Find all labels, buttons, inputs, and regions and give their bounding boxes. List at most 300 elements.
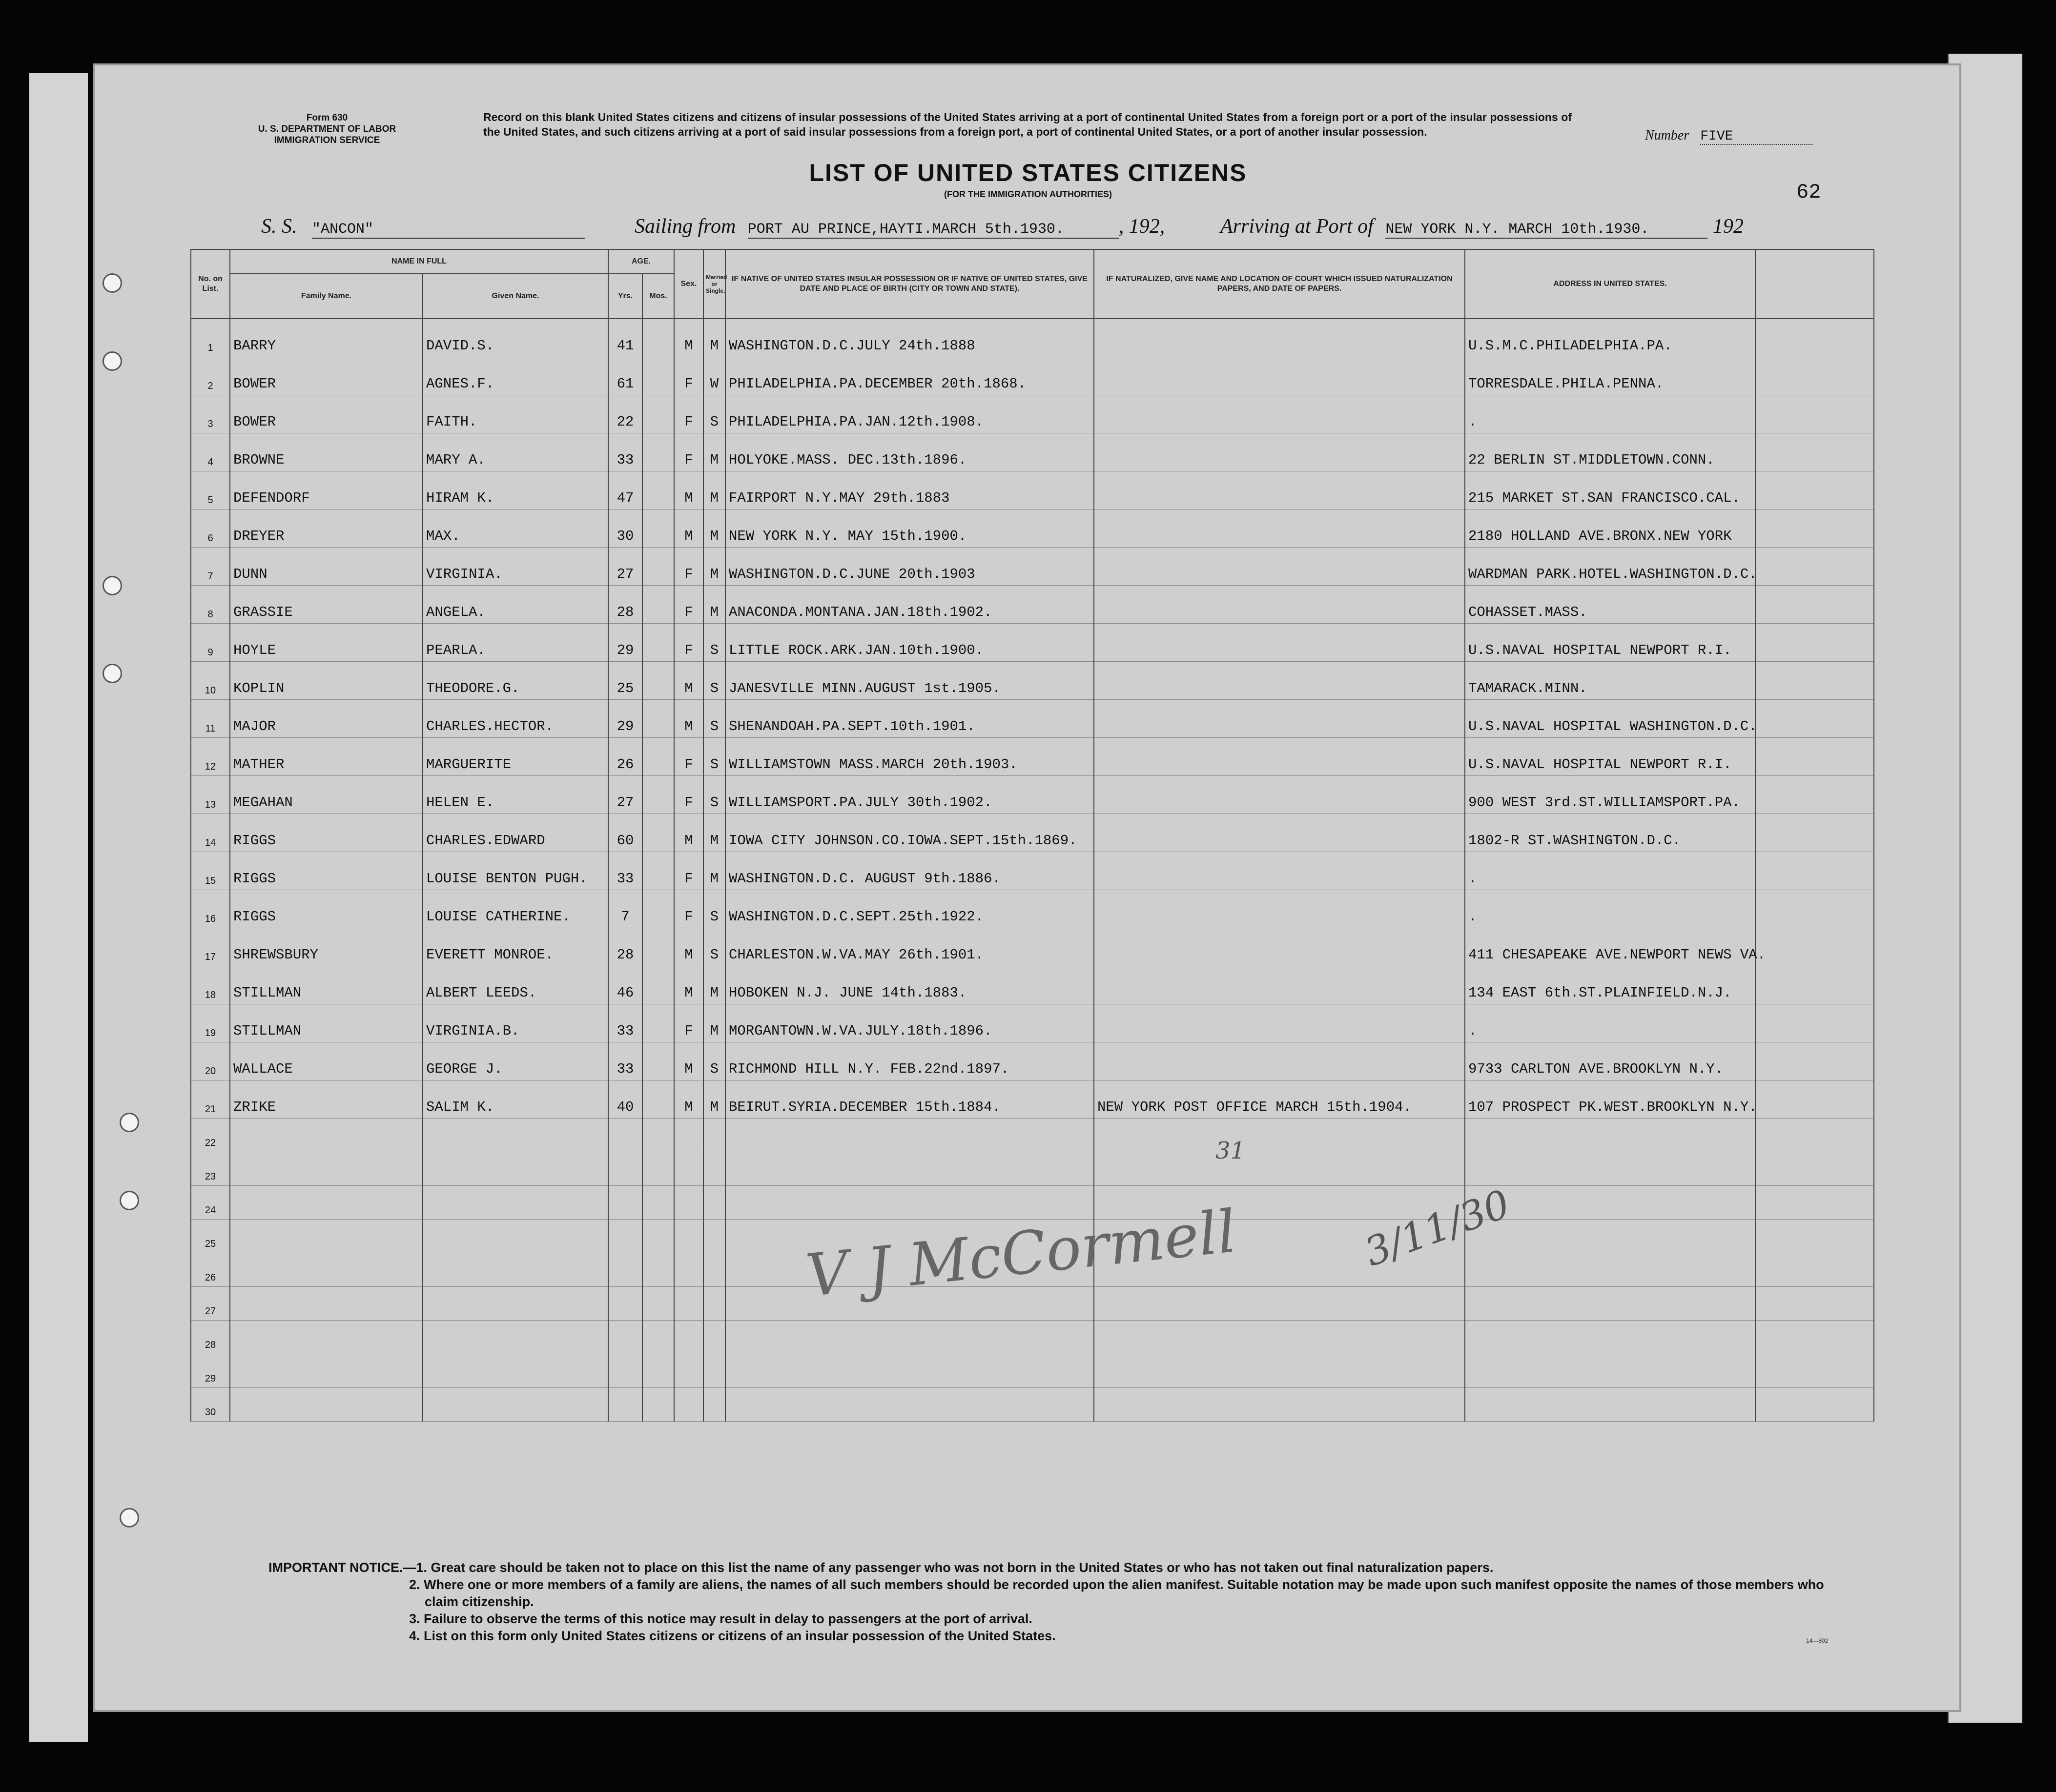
form-number: Form 630 — [306, 113, 348, 123]
age-months — [642, 357, 674, 395]
arriving-year-prefix: 192 — [1712, 215, 1744, 238]
empty-cell — [1755, 1253, 1874, 1287]
empty-cell — [674, 1287, 703, 1321]
family-name: ZRIKE — [230, 1080, 423, 1119]
empty-cell — [1755, 1354, 1874, 1388]
table-row — [191, 357, 1874, 395]
birth-place-date: JANESVILLE MINN.AUGUST 1st.1905. — [725, 662, 1094, 700]
naturalization — [1094, 586, 1465, 624]
marital-status: S — [703, 662, 725, 700]
family-name: SHREWSBURY — [230, 928, 423, 966]
age-months — [642, 852, 674, 890]
blank-cell — [1755, 1042, 1874, 1080]
family-name: MEGAHAN — [230, 776, 423, 814]
age-months — [642, 471, 674, 509]
us-address: 411 CHESAPEAKE AVE.NEWPORT NEWS VA. — [1465, 928, 1755, 966]
table-row — [191, 395, 1874, 433]
row-number: 21 — [191, 1080, 230, 1119]
marital-status: S — [703, 395, 725, 433]
sex: M — [674, 814, 703, 852]
birth-place-date: MORGANTOWN.W.VA.JULY.18th.1896. — [725, 1004, 1094, 1042]
col-header-blank — [1755, 249, 1874, 319]
row-number: 17 — [191, 928, 230, 966]
us-address: U.S.NAVAL HOSPITAL NEWPORT R.I. — [1465, 738, 1755, 776]
empty-cell — [1755, 1220, 1874, 1253]
age-years: 33 — [608, 1004, 642, 1042]
row-number: 3 — [191, 395, 230, 433]
family-name: KOPLIN — [230, 662, 423, 700]
given-name: DAVID.S. — [423, 319, 608, 357]
sex: F — [674, 738, 703, 776]
empty-cell — [230, 1388, 423, 1422]
table-row — [191, 1004, 1874, 1042]
table-row — [191, 319, 1874, 357]
empty-cell — [703, 1220, 725, 1253]
marital-status: S — [703, 776, 725, 814]
empty-cell — [230, 1119, 423, 1152]
empty-cell — [1465, 1321, 1755, 1354]
col-header-sex: Sex. — [674, 249, 703, 319]
empty-cell — [674, 1220, 703, 1253]
family-name: WALLACE — [230, 1042, 423, 1080]
blank-cell — [1755, 738, 1874, 776]
sailing-year-prefix: 192 — [1129, 215, 1160, 238]
blank-cell — [1755, 319, 1874, 357]
empty-cell — [642, 1152, 674, 1186]
col-header-mos: Mos. — [642, 274, 674, 319]
birth-place-date: HOBOKEN N.J. JUNE 14th.1883. — [725, 966, 1094, 1004]
given-name: CHARLES.HECTOR. — [423, 700, 608, 738]
marital-status: M — [703, 586, 725, 624]
given-name: THEODORE.G. — [423, 662, 608, 700]
empty-cell — [608, 1152, 642, 1186]
birth-place-date: WASHINGTON.D.C.JUNE 20th.1903 — [725, 548, 1094, 586]
empty-cell — [230, 1152, 423, 1186]
us-address: U.S.M.C.PHILADELPHIA.PA. — [1465, 319, 1755, 357]
age-years: 46 — [608, 966, 642, 1004]
blank-cell — [1755, 395, 1874, 433]
table-row — [191, 700, 1874, 738]
marital-status: M — [703, 509, 725, 548]
marital-status: M — [703, 1080, 725, 1119]
blank-cell — [1755, 776, 1874, 814]
family-name: RIGGS — [230, 814, 423, 852]
empty-cell — [1094, 1354, 1465, 1388]
row-number: 20 — [191, 1042, 230, 1080]
blank-cell — [1755, 1004, 1874, 1042]
family-name: MAJOR — [230, 700, 423, 738]
sex: F — [674, 776, 703, 814]
given-name: LOUISE BENTON PUGH. — [423, 852, 608, 890]
notice-text: 2. Where one or more members of a family are aliens, the names of all such members should be recorded upon the alien manifest. Suitable notation may be made upon such manifest opposite the names of those members who claim citizenship. — [409, 1577, 1824, 1609]
table-row — [191, 624, 1874, 662]
age-years: 7 — [608, 890, 642, 928]
sex: M — [674, 662, 703, 700]
us-address: 22 BERLIN ST.MIDDLETOWN.CONN. — [1465, 433, 1755, 471]
empty-cell — [1755, 1186, 1874, 1220]
blank-cell — [1755, 509, 1874, 548]
empty-cell — [608, 1321, 642, 1354]
naturalization — [1094, 738, 1465, 776]
age-years: 27 — [608, 548, 642, 586]
empty-cell — [725, 1354, 1094, 1388]
arriving-value: NEW YORK N.Y. MARCH 10th.1930. — [1385, 221, 1707, 239]
empty-cell — [703, 1321, 725, 1354]
empty-cell — [608, 1287, 642, 1321]
naturalization — [1094, 509, 1465, 548]
marital-status: M — [703, 433, 725, 471]
age-years: 29 — [608, 700, 642, 738]
age-months — [642, 662, 674, 700]
given-name: GEORGE J. — [423, 1042, 608, 1080]
us-address: 1802-R ST.WASHINGTON.D.C. — [1465, 814, 1755, 852]
age-months — [642, 928, 674, 966]
us-address: TAMARACK.MINN. — [1465, 662, 1755, 700]
table-row — [191, 1080, 1874, 1119]
naturalization — [1094, 1004, 1465, 1042]
empty-cell — [703, 1186, 725, 1220]
age-months — [642, 776, 674, 814]
empty-cell — [423, 1152, 608, 1186]
table-row — [191, 1388, 1874, 1422]
list-number — [1645, 128, 1812, 145]
age-months — [642, 1042, 674, 1080]
binder-hole — [103, 351, 122, 371]
binder-hole — [103, 273, 122, 293]
row-number: 7 — [191, 548, 230, 586]
row-number: 18 — [191, 966, 230, 1004]
table-row — [191, 1186, 1874, 1220]
sex: F — [674, 395, 703, 433]
row-number: 29 — [191, 1354, 230, 1388]
marital-status: M — [703, 548, 725, 586]
family-name: RIGGS — [230, 852, 423, 890]
age-months — [642, 395, 674, 433]
us-address: . — [1465, 890, 1755, 928]
notice-item — [268, 1628, 1840, 1645]
notice-text: 4. List on this form only United States citizens or citizens of an insular possession of the United States. — [409, 1629, 1056, 1643]
naturalization — [1094, 471, 1465, 509]
row-number: 2 — [191, 357, 230, 395]
age-years: 27 — [608, 776, 642, 814]
empty-cell — [674, 1321, 703, 1354]
age-years: 60 — [608, 814, 642, 852]
naturalization — [1094, 700, 1465, 738]
row-number: 16 — [191, 890, 230, 928]
arriving-label: Arriving at Port of — [1220, 215, 1374, 238]
given-name: SALIM K. — [423, 1080, 608, 1119]
row-number: 24 — [191, 1186, 230, 1220]
binder-hole — [103, 664, 122, 683]
empty-cell — [725, 1119, 1094, 1152]
age-years: 30 — [608, 509, 642, 548]
table-row — [191, 1152, 1874, 1186]
col-header-yrs: Yrs. — [608, 274, 642, 319]
notice-lead: IMPORTANT NOTICE.— — [268, 1560, 416, 1575]
naturalization — [1094, 433, 1465, 471]
form-identifier — [225, 112, 430, 146]
empty-cell — [1465, 1354, 1755, 1388]
naturalization — [1094, 1042, 1465, 1080]
naturalization — [1094, 776, 1465, 814]
age-months — [642, 700, 674, 738]
marital-status: M — [703, 814, 725, 852]
row-number: 4 — [191, 433, 230, 471]
given-name: HELEN E. — [423, 776, 608, 814]
row-number: 23 — [191, 1152, 230, 1186]
given-name: ANGELA. — [423, 586, 608, 624]
empty-cell — [608, 1253, 642, 1287]
naturalization — [1094, 928, 1465, 966]
sex: F — [674, 852, 703, 890]
empty-cell — [674, 1152, 703, 1186]
us-address: . — [1465, 395, 1755, 433]
blank-cell — [1755, 1080, 1874, 1119]
sailing-from-label: Sailing from — [635, 215, 736, 238]
empty-cell — [703, 1253, 725, 1287]
service: IMMIGRATION SERVICE — [274, 135, 380, 145]
sex: M — [674, 966, 703, 1004]
sex: F — [674, 890, 703, 928]
empty-cell — [1094, 1119, 1465, 1152]
sailing-line: Sailing from PORT AU PRINCE,HAYTI.MARCH 5th.1930. , 192, — [635, 215, 1165, 238]
blank-cell — [1755, 433, 1874, 471]
family-name: DEFENDORF — [230, 471, 423, 509]
blank-cell — [1755, 548, 1874, 586]
row-number: 30 — [191, 1388, 230, 1422]
handwritten-date: 3/11/30 — [1358, 1181, 1516, 1275]
empty-cell — [608, 1220, 642, 1253]
col-header-family: Family Name. — [230, 274, 423, 319]
empty-cell — [230, 1220, 423, 1253]
marital-status: S — [703, 700, 725, 738]
empty-cell — [1465, 1119, 1755, 1152]
given-name: CHARLES.EDWARD — [423, 814, 608, 852]
us-address: U.S.NAVAL HOSPITAL WASHINGTON.D.C. — [1465, 700, 1755, 738]
empty-cell — [703, 1388, 725, 1422]
sex: M — [674, 319, 703, 357]
empty-cell — [703, 1354, 725, 1388]
age-years: 28 — [608, 586, 642, 624]
empty-cell — [642, 1220, 674, 1253]
us-address: 215 MARKET ST.SAN FRANCISCO.CAL. — [1465, 471, 1755, 509]
age-months — [642, 890, 674, 928]
row-number: 11 — [191, 700, 230, 738]
sex: M — [674, 1080, 703, 1119]
sex: M — [674, 700, 703, 738]
age-years: 33 — [608, 852, 642, 890]
notice-item — [268, 1559, 1840, 1576]
sex: M — [674, 471, 703, 509]
family-name: STILLMAN — [230, 1004, 423, 1042]
row-number: 28 — [191, 1321, 230, 1354]
age-months — [642, 319, 674, 357]
naturalization — [1094, 319, 1465, 357]
given-name: EVERETT MONROE. — [423, 928, 608, 966]
row-number: 26 — [191, 1253, 230, 1287]
row-number: 25 — [191, 1220, 230, 1253]
marital-status: S — [703, 1042, 725, 1080]
ss-label: S. S. — [261, 215, 297, 238]
birth-place-date: SHENANDOAH.PA.SEPT.10th.1901. — [725, 700, 1094, 738]
department: U. S. DEPARTMENT OF LABOR — [258, 124, 396, 134]
birth-place-date: PHILADELPHIA.PA.JAN.12th.1908. — [725, 395, 1094, 433]
important-notice — [268, 1559, 1840, 1645]
marital-status: S — [703, 738, 725, 776]
age-months — [642, 738, 674, 776]
list-number-value: FIVE — [1700, 129, 1812, 145]
table-row — [191, 776, 1874, 814]
birth-place-date: WASHINGTON.D.C.JULY 24th.1888 — [725, 319, 1094, 357]
us-address: . — [1465, 852, 1755, 890]
sex: M — [674, 509, 703, 548]
handwritten-count: 31 — [1215, 1137, 1246, 1164]
naturalization — [1094, 357, 1465, 395]
empty-cell — [1755, 1119, 1874, 1152]
table-row — [191, 662, 1874, 700]
empty-cell — [1094, 1152, 1465, 1186]
age-years: 41 — [608, 319, 642, 357]
page-title: LIST OF UNITED STATES CITIZENS — [809, 159, 1247, 186]
birth-place-date: FAIRPORT N.Y.MAY 29th.1883 — [725, 471, 1094, 509]
marital-status: S — [703, 890, 725, 928]
family-name: BROWNE — [230, 433, 423, 471]
sex: F — [674, 548, 703, 586]
age-years: 28 — [608, 928, 642, 966]
empty-cell — [1755, 1287, 1874, 1321]
row-number: 15 — [191, 852, 230, 890]
empty-cell — [703, 1119, 725, 1152]
age-years: 22 — [608, 395, 642, 433]
blank-cell — [1755, 966, 1874, 1004]
empty-cell — [703, 1152, 725, 1186]
empty-cell — [423, 1119, 608, 1152]
row-number: 22 — [191, 1119, 230, 1152]
sex: F — [674, 1004, 703, 1042]
row-number: 5 — [191, 471, 230, 509]
empty-cell — [1094, 1287, 1465, 1321]
table-row — [191, 509, 1874, 548]
family-name: DREYER — [230, 509, 423, 548]
naturalization — [1094, 548, 1465, 586]
empty-cell — [674, 1253, 703, 1287]
empty-cell — [423, 1287, 608, 1321]
table-row — [191, 738, 1874, 776]
family-name: STILLMAN — [230, 966, 423, 1004]
birth-place-date: WILLIAMSTOWN MASS.MARCH 20th.1903. — [725, 738, 1094, 776]
marital-status: M — [703, 852, 725, 890]
given-name: MARGUERITE — [423, 738, 608, 776]
birth-place-date: WASHINGTON.D.C.SEPT.25th.1922. — [725, 890, 1094, 928]
age-months — [642, 433, 674, 471]
birth-place-date: HOLYOKE.MASS. DEC.13th.1896. — [725, 433, 1094, 471]
naturalization — [1094, 395, 1465, 433]
sex: F — [674, 586, 703, 624]
table-row — [191, 433, 1874, 471]
given-name: AGNES.F. — [423, 357, 608, 395]
naturalization — [1094, 966, 1465, 1004]
empty-cell — [642, 1287, 674, 1321]
birth-place-date: ANACONDA.MONTANA.JAN.18th.1902. — [725, 586, 1094, 624]
marital-status: W — [703, 357, 725, 395]
page-subtitle: (FOR THE IMMIGRATION AUTHORITIES) — [944, 189, 1112, 199]
row-number: 14 — [191, 814, 230, 852]
binder-hole — [120, 1191, 139, 1210]
us-address: 9733 CARLTON AVE.BROOKLYN N.Y. — [1465, 1042, 1755, 1080]
table-row — [191, 966, 1874, 1004]
table-row — [191, 1354, 1874, 1388]
blank-cell — [1755, 814, 1874, 852]
empty-cell — [230, 1186, 423, 1220]
marital-status: S — [703, 624, 725, 662]
empty-cell — [642, 1321, 674, 1354]
empty-cell — [642, 1388, 674, 1422]
age-months — [642, 1004, 674, 1042]
age-years: 26 — [608, 738, 642, 776]
age-years: 40 — [608, 1080, 642, 1119]
given-name: FAITH. — [423, 395, 608, 433]
family-name: BOWER — [230, 395, 423, 433]
empty-cell — [725, 1152, 1094, 1186]
blank-cell — [1755, 357, 1874, 395]
us-address: 900 WEST 3rd.ST.WILLIAMSPORT.PA. — [1465, 776, 1755, 814]
empty-cell — [423, 1186, 608, 1220]
row-number: 6 — [191, 509, 230, 548]
empty-cell — [608, 1354, 642, 1388]
ship-name: "ANCON" — [312, 221, 585, 239]
table-row — [191, 1287, 1874, 1321]
table-row — [191, 928, 1874, 966]
empty-cell — [1755, 1152, 1874, 1186]
table-row — [191, 548, 1874, 586]
table-row — [191, 1119, 1874, 1152]
naturalization — [1094, 890, 1465, 928]
birth-place-date: WASHINGTON.D.C. AUGUST 9th.1886. — [725, 852, 1094, 890]
age-years: 47 — [608, 471, 642, 509]
empty-cell — [423, 1220, 608, 1253]
list-number-label: Number — [1645, 128, 1689, 143]
us-address: . — [1465, 1004, 1755, 1042]
sex: F — [674, 357, 703, 395]
naturalization — [1094, 852, 1465, 890]
empty-cell — [725, 1321, 1094, 1354]
marital-status: M — [703, 319, 725, 357]
empty-cell — [423, 1354, 608, 1388]
table-row — [191, 1321, 1874, 1354]
blank-cell — [1755, 471, 1874, 509]
us-address: COHASSET.MASS. — [1465, 586, 1755, 624]
age-years: 61 — [608, 357, 642, 395]
blank-cell — [1755, 928, 1874, 966]
table-row — [191, 471, 1874, 509]
blank-cell — [1755, 662, 1874, 700]
row-number: 1 — [191, 319, 230, 357]
empty-cell — [674, 1186, 703, 1220]
table-row — [191, 814, 1874, 852]
empty-cell — [725, 1388, 1094, 1422]
age-months — [642, 966, 674, 1004]
empty-cell — [1094, 1321, 1465, 1354]
birth-place-date: CHARLESTON.W.VA.MAY 26th.1901. — [725, 928, 1094, 966]
row-number: 13 — [191, 776, 230, 814]
empty-cell — [674, 1119, 703, 1152]
empty-cell — [1465, 1388, 1755, 1422]
empty-cell — [642, 1253, 674, 1287]
given-name: PEARLA. — [423, 624, 608, 662]
sex: F — [674, 433, 703, 471]
family-name: BOWER — [230, 357, 423, 395]
naturalization — [1094, 814, 1465, 852]
